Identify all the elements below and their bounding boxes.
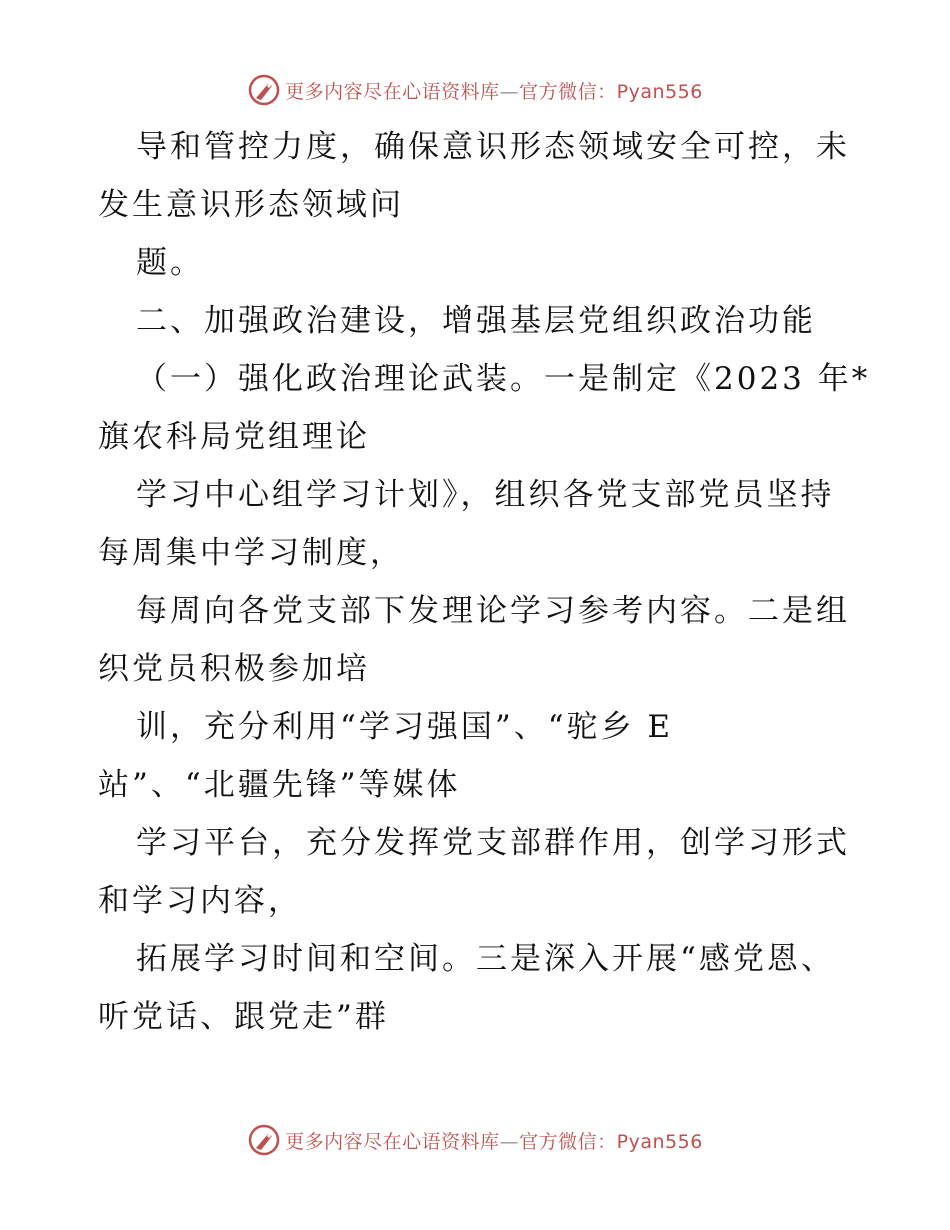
body-line: 听党话、跟党走”群 (98, 999, 389, 1035)
header-banner-main: 更多内容尽在心语资料库 (285, 80, 500, 103)
pen-nib-circle-icon (247, 1123, 281, 1157)
body-line: 站”、“北疆先锋”等媒体 (98, 767, 461, 803)
section-heading: 二、加强政治建设，增强基层党组织政治功能 (136, 303, 816, 339)
footer-banner-text (285, 1127, 703, 1154)
footer-banner-main: 更多内容尽在心语资料库 (285, 1130, 500, 1153)
document-body (98, 118, 871, 1046)
body-line: 训，充分利用“学习强国”、“驼乡 E (136, 709, 674, 745)
body-line: 发生意识形态领域问 (98, 187, 404, 223)
header-banner-sub: 官方微信：Pyan556 (519, 80, 703, 103)
header-banner-text (285, 77, 703, 104)
pen-nib-circle-icon (247, 73, 281, 107)
body-line: 每周集中学习制度， (98, 535, 404, 571)
body-line: 和学习内容， (98, 883, 302, 919)
body-line: 织党员积极参加培 (98, 651, 370, 687)
body-line: 题。 (136, 245, 204, 281)
body-line: （一）强化政治理论武装。一是制定《2023 年* (136, 361, 871, 397)
body-line: 每周向各党支部下发理论学习参考内容。二是组 (136, 593, 850, 629)
footer-banner-sub: 官方微信：Pyan556 (519, 1130, 703, 1153)
body-line: 导和管控力度，确保意识形态领域安全可控，未 (136, 129, 850, 165)
body-line: 旗农科局党组理论 (98, 419, 370, 455)
footer-banner-dash: — (499, 1130, 520, 1153)
body-line: 拓展学习时间和空间。三是深入开展“感党恩、 (136, 941, 835, 977)
header-banner-dash: — (499, 80, 520, 103)
footer-banner (0, 1120, 950, 1160)
body-line: 学习中心组学习计划》，组织各党支部党员坚持 (136, 477, 835, 513)
header-banner (0, 70, 950, 110)
body-line: 学习平台，充分发挥党支部群作用，创学习形式 (136, 825, 850, 861)
